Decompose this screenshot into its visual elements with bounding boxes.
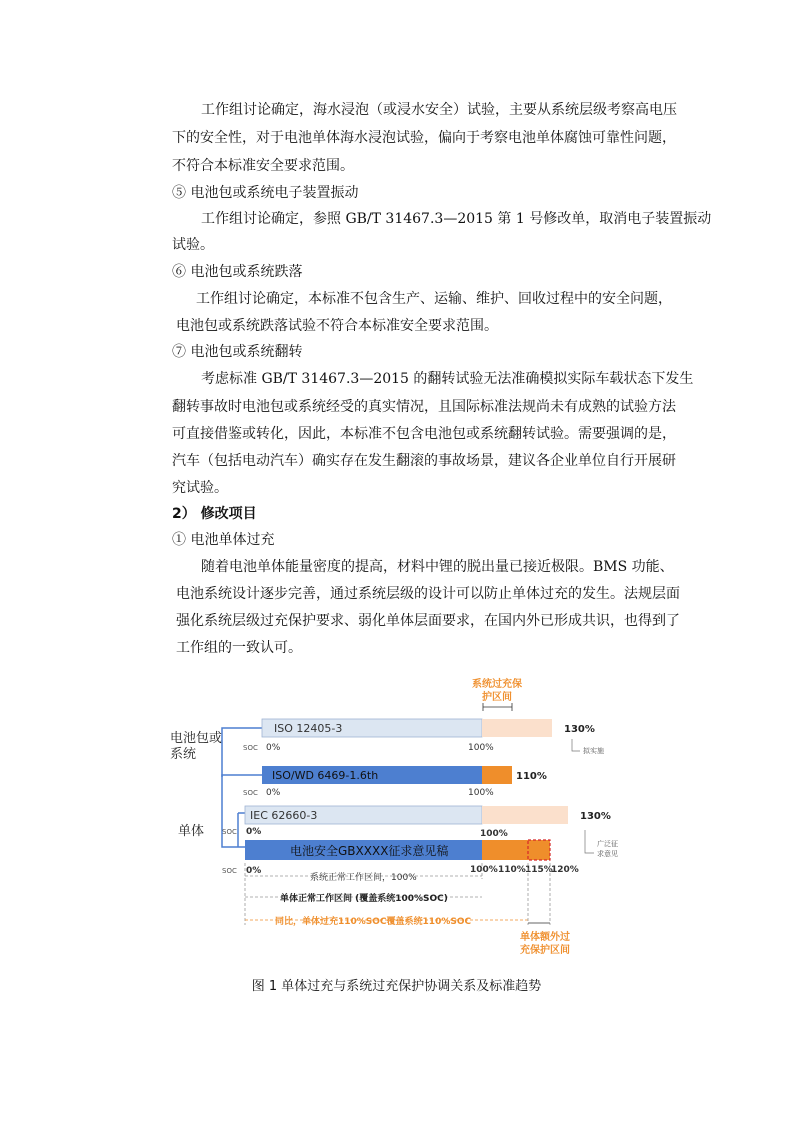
para-5-line-3: 强化系统层级过充保护要求、弱化单体层面要求，在国内外已形成共识，也得到了: [176, 613, 680, 629]
para-1-line-3: 不符合本标准安全要求范围。: [172, 158, 354, 174]
bar-1-zero: 0%: [266, 743, 281, 753]
para-4-line-4: 汽车（包括电动汽车）确实存在发生翻滚的事故场景，建议各企业单位自行开展研: [172, 453, 676, 469]
range-system-normal: 系统正常工作区间，100%: [310, 873, 417, 883]
para-4-line-1: 考虑标准 GB/T 31467.3—2015 的翻转试验无法准确模拟实际车载状态下发生: [201, 371, 694, 387]
bar-3-hundred: 100%: [480, 829, 508, 839]
group-pack-label-1: 电池包或: [170, 731, 223, 746]
cell-extra-label-2: 充保护区间: [520, 945, 570, 956]
bar-3-soc: SOC: [222, 828, 237, 836]
para-3-line-1: 工作组讨论确定，本标准不包含生产、运输、维护、回收过程中的安全问题，: [196, 291, 672, 307]
bar-1-label: ISO 12405-3: [274, 722, 343, 735]
bar-2-zero: 0%: [266, 788, 281, 798]
para-2-line-2: 试验。: [172, 237, 214, 253]
bar-2-pct: 110%: [516, 771, 547, 782]
note-real: 拟实施: [583, 747, 604, 755]
item-7-heading: ⑦ 电池包或系统翻转: [172, 344, 303, 360]
bar-3-label: IEC 62660-3: [250, 809, 318, 822]
tick-110: 110%: [498, 865, 526, 875]
group-pack-label-2: 系统: [170, 747, 197, 762]
para-1-line-1: 工作组讨论确定，海水浸泡（或浸水安全）试验，主要从系统层级考察高电压: [201, 102, 677, 118]
bar-2-hundred: 100%: [468, 788, 494, 798]
tick-100: 100%: [470, 865, 498, 875]
overcharge-figure: [0, 665, 793, 975]
bar-2-label: ISO/WD 6469-1.6th: [272, 769, 379, 782]
bar-4-label: 电池安全GBXXXX征求意见稿: [290, 844, 449, 858]
tick-120: 120%: [551, 865, 579, 875]
item-6-heading: ⑥ 电池包或系统跌落: [172, 264, 303, 280]
para-2-line-1: 工作组讨论确定，参照 GB/T 31467.3—2015 第 1 号修改单，取消电子装置振动: [201, 211, 712, 227]
system-overcharge-label-1: 系统过充保: [472, 679, 522, 690]
group-cell-label: 单体: [178, 824, 205, 839]
system-overcharge-label-2: 护区间: [482, 692, 512, 703]
para-4-line-2: 翻转事故时电池包或系统经受的真实情况，且国际标准法规尚未有成熟的试验方法: [172, 399, 676, 415]
note-draft-2: 求意见: [597, 850, 618, 858]
bar-1-soc: SOC: [243, 744, 258, 752]
range-cell-overcharge: 同比，单体过充110%SOC覆盖系统110%SOC: [275, 917, 472, 927]
para-1-line-2: 下的安全性，对于电池单体海水浸泡试验，偏向于考察电池单体腐蚀可靠性问题，: [172, 130, 676, 146]
bar-4-soc: SOC: [222, 867, 237, 875]
para-5-line-1: 随着电池单体能量密度的提高，材料中锂的脱出量已接近极限。BMS 功能、: [201, 559, 674, 575]
bar-1-pct: 130%: [564, 724, 595, 735]
note-draft-1: 广泛征: [597, 840, 618, 848]
para-5-line-2: 电池系统设计逐步完善，通过系统层级的设计可以防止单体过充的发生。法规层面: [176, 586, 680, 602]
tick-115: 115%: [525, 865, 553, 875]
item-5-heading: ⑤ 电池包或系统电子装置振动: [172, 185, 359, 201]
para-5-line-4: 工作组的一致认可。: [176, 640, 302, 656]
bar-3-pct: 130%: [580, 811, 611, 822]
para-4-line-5: 究试验。: [172, 480, 228, 496]
para-4-line-3: 可直接借鉴或转化，因此，本标准不包含电池包或系统翻转试验。需要强调的是，: [172, 426, 676, 442]
bar-2-soc: SOC: [243, 789, 258, 797]
para-3-line-2: 电池包或系统跌落试验不符合本标准安全要求范围。: [176, 318, 498, 334]
bar-4-zero: 0%: [246, 866, 262, 876]
section-2-heading: 2） 修改项目: [172, 506, 257, 522]
range-cell-normal: 单体正常工作区间 (覆盖系统100%SOC): [280, 894, 448, 904]
item-1-heading: ① 电池单体过充: [172, 532, 275, 548]
bar-1-hundred: 100%: [468, 743, 494, 753]
cell-extra-label-1: 单体额外过: [520, 932, 570, 943]
figure-caption: 图 1 单体过充与系统过充保护协调关系及标准趋势: [251, 979, 542, 994]
bar-3-zero: 0%: [246, 827, 262, 837]
